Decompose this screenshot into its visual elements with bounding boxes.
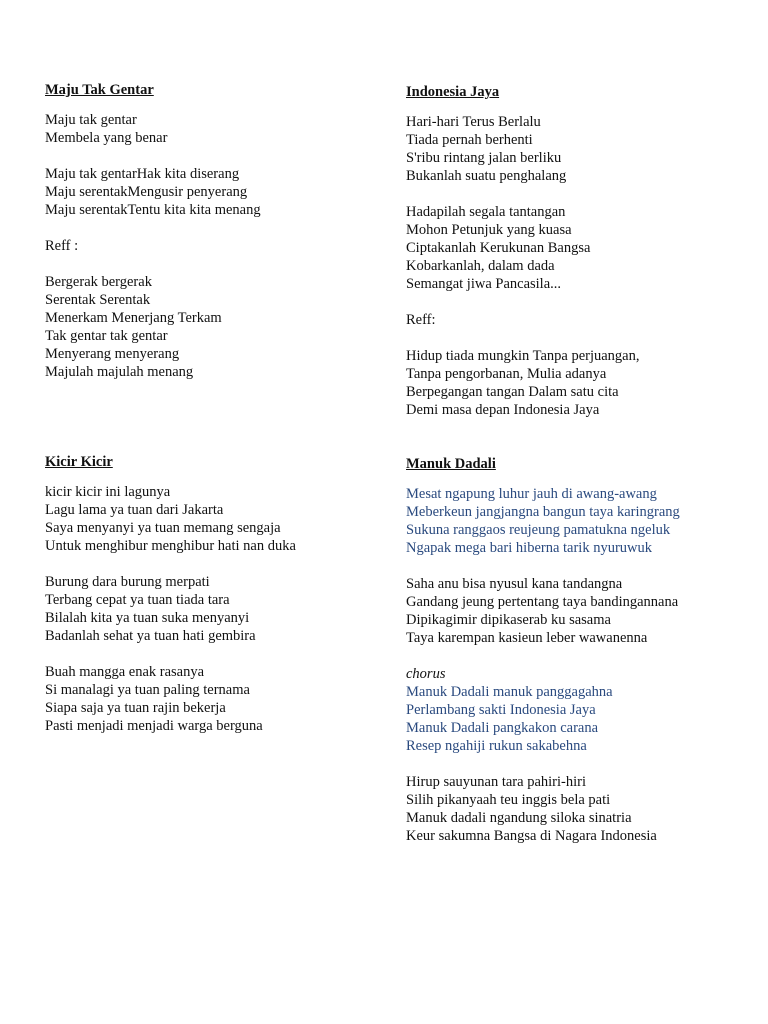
lyric-line: Burung dara burung merpati — [45, 574, 210, 590]
lyric-line: Bergerak bergerak — [45, 274, 152, 290]
lyric-line: Menerkam Menerjang Terkam — [45, 310, 222, 326]
lyric-line: Dipikagimir dipikaserab ku sasama — [406, 612, 611, 628]
song-title: Kicir Kicir — [45, 454, 113, 470]
lyric-line: Silih pikanyaah teu inggis bela pati — [406, 792, 611, 808]
lyric-line: Pasti menjadi menjadi warga berguna — [45, 718, 263, 734]
lyric-line: Tiada pernah berhenti — [406, 132, 533, 148]
lyric-line: Terbang cepat ya tuan tiada tara — [45, 592, 230, 608]
lyric-line: Maju serentakTentu kita kita menang — [45, 202, 261, 218]
lyric-line: Badanlah sehat ya tuan hati gembira — [45, 628, 256, 644]
lyric-line: Meberkeun jangjangna bangun taya karingrang — [406, 504, 680, 520]
reff-label: Reff : — [45, 238, 79, 254]
stanza — [406, 575, 736, 647]
lyric-line: Hidup tiada mungkin Tanpa perjuangan, — [406, 348, 640, 364]
stanza — [406, 773, 736, 845]
stanza — [45, 663, 375, 735]
chorus-label: chorus — [406, 666, 446, 682]
stanza — [406, 113, 736, 185]
lyric-line: Saya menyanyi ya tuan memang sengaja — [45, 520, 281, 536]
lyric-line: Majulah majulah menang — [45, 364, 194, 380]
lyric-line: Untuk menghibur menghibur hati nan duka — [45, 538, 296, 554]
stanza — [406, 311, 736, 329]
song-title: Maju Tak Gentar — [45, 82, 154, 98]
lyric-line: Maju serentakMengusir penyerang — [45, 184, 248, 200]
lyric-line: Si manalagi ya tuan paling ternama — [45, 682, 250, 698]
lyric-line: Menyerang menyerang — [45, 346, 180, 362]
lyric-line: Berpegangan tangan Dalam satu cita — [406, 384, 619, 400]
reff-label: Reff: — [406, 312, 436, 328]
lyric-line: Sukuna ranggaos reujeung pamatukna ngeluk — [406, 522, 671, 538]
lyric-line: Serentak Serentak — [45, 292, 151, 308]
lyric-line: Bukanlah suatu penghalang — [406, 168, 567, 184]
lyric-line: Bilalah kita ya tuan suka menyanyi — [45, 610, 250, 626]
lyric-line: Taya karempan kasieun leber wawanenna — [406, 630, 648, 646]
lyric-line: kicir kicir ini lagunya — [45, 484, 171, 500]
lyric-line: Demi masa depan Indonesia Jaya — [406, 402, 600, 418]
stanza — [45, 483, 375, 555]
stanza — [45, 111, 375, 147]
lyric-line: Mohon Petunjuk yang kuasa — [406, 222, 572, 238]
lyric-line: Lagu lama ya tuan dari Jakarta — [45, 502, 224, 518]
song-manuk-dadali — [406, 455, 736, 863]
lyric-line: Mesat ngapung luhur jauh di awang-awang — [406, 486, 657, 502]
stanza — [45, 273, 375, 381]
lyric-line: Kobarkanlah, dalam dada — [406, 258, 555, 274]
stanza — [406, 203, 736, 293]
stanza — [406, 485, 736, 557]
lyric-line: Ngapak mega bari hiberna tarik nyuruwuk — [406, 540, 653, 556]
song-title: Indonesia Jaya — [406, 84, 500, 100]
lyric-line: Maju tak gentar — [45, 112, 137, 128]
lyric-line: Hari-hari Terus Berlalu — [406, 114, 541, 130]
lyric-line: Siapa saja ya tuan rajin bekerja — [45, 700, 226, 716]
stanza — [45, 165, 375, 219]
lyric-line: Resep ngahiji rukun sakabehna — [406, 738, 587, 754]
lyric-line: Membela yang benar — [45, 130, 168, 146]
lyric-line: Hadapilah segala tantangan — [406, 204, 566, 220]
lyric-line: Manuk dadali ngandung siloka sinatria — [406, 810, 632, 826]
song-kicir-kicir — [45, 453, 375, 753]
stanza — [406, 665, 736, 755]
lyric-line: Keur sakumna Bangsa di Nagara Indonesia — [406, 828, 657, 844]
lyric-line: Semangat jiwa Pancasila... — [406, 276, 562, 292]
lyric-line: Perlambang sakti Indonesia Jaya — [406, 702, 596, 718]
lyric-line: Tanpa pengorbanan, Mulia adanya — [406, 366, 607, 382]
lyric-line: Saha anu bisa nyusul kana tandangna — [406, 576, 623, 592]
lyric-line: Manuk Dadali manuk panggagahna — [406, 684, 613, 700]
lyric-line: Manuk Dadali pangkakon carana — [406, 720, 599, 736]
song-maju-tak-gentar — [45, 81, 375, 399]
song-title: Manuk Dadali — [406, 456, 496, 472]
lyric-line: Maju tak gentarHak kita diserang — [45, 166, 240, 182]
stanza — [45, 573, 375, 645]
stanza — [406, 347, 736, 419]
stanza — [45, 237, 375, 255]
lyric-line: Hirup sauyunan tara pahiri-hiri — [406, 774, 586, 790]
lyric-line: Gandang jeung pertentang taya bandingannana — [406, 594, 679, 610]
lyric-line: S'ribu rintang jalan berliku — [406, 150, 562, 166]
lyric-line: Ciptakanlah Kerukunan Bangsa — [406, 240, 591, 256]
lyric-line: Tak gentar tak gentar — [45, 328, 168, 344]
song-indonesia-jaya — [406, 83, 736, 437]
lyric-line: Buah mangga enak rasanya — [45, 664, 205, 680]
